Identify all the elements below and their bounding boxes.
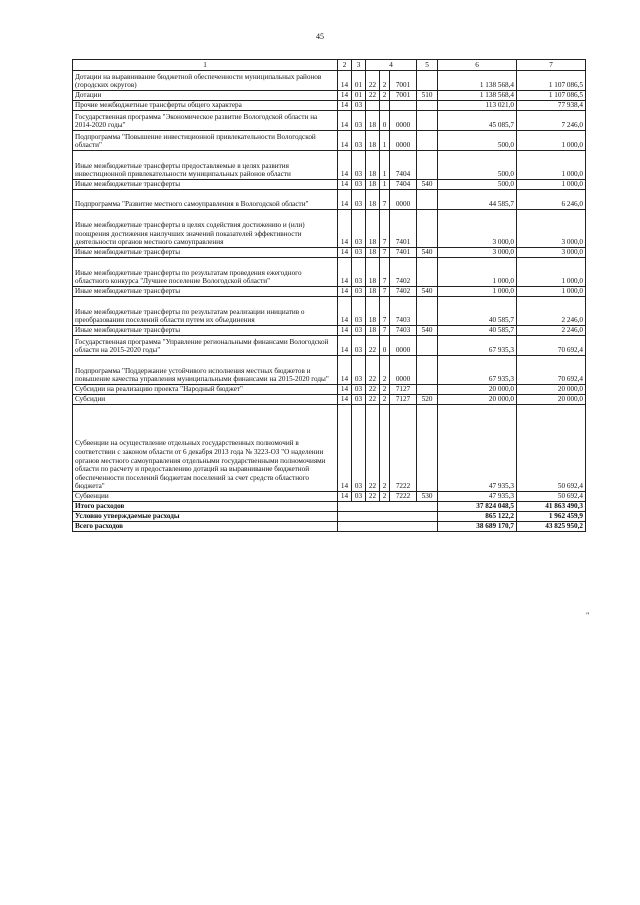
row-amount-col6: 67 935,3 — [438, 336, 517, 356]
row-subsection: 03 — [352, 151, 366, 180]
row-amount-col7: 1 000,0 — [517, 287, 586, 297]
row-subprogram: 2 — [380, 71, 390, 91]
row-name: Иные межбюджетные трансферты — [73, 248, 338, 258]
row-subprogram: 2 — [380, 385, 390, 395]
row-expense-type — [417, 297, 438, 326]
row-expense-type — [417, 131, 438, 151]
row-subsection: 01 — [352, 91, 366, 101]
row-expense-type — [417, 71, 438, 91]
row-program: 22 — [366, 336, 380, 356]
row-amount-col7: 70 692,4 — [517, 336, 586, 356]
row-amount-col7: 6 246,0 — [517, 190, 586, 210]
row-subprogram — [380, 101, 390, 111]
row-direction: 7001 — [390, 91, 417, 101]
row-name: Субвенции на осуществление отдельных государственных полномочий в соответствии с законом области от 6 декабря 2013 года № 3223-ОЗ "О наделении органов местного самоуправления отдельными государственными полномочиями области по расчету и предоставлению дотаций на выравнивание бюджетной обеспеченности поселений бюджетам поселений за счет средств областного бюджета" — [73, 405, 338, 492]
row-subprogram: 2 — [380, 395, 390, 405]
row-section: 14 — [338, 131, 352, 151]
table-row — [73, 210, 586, 248]
row-direction: 0000 — [390, 336, 417, 356]
row-program: 22 — [366, 91, 380, 101]
row-program: 22 — [366, 385, 380, 395]
row-name: Иные межбюджетные трансферты в целях содействия достижению и (или) поощрения достижения наилучших значений показателей эффективности деятельности органов местного самоуправления — [73, 210, 338, 248]
row-section: 14 — [338, 111, 352, 131]
row-section: 14 — [338, 258, 352, 287]
table-row — [73, 395, 586, 405]
row-amount-col6: 40 585,7 — [438, 297, 517, 326]
row-amount-col7: 1 000,0 — [517, 151, 586, 180]
table-row — [73, 385, 586, 395]
row-program: 22 — [366, 405, 380, 492]
header-col-7: 7 — [517, 60, 586, 71]
row-expense-type — [417, 190, 438, 210]
row-amount-col7: 1 000,0 — [517, 180, 586, 190]
table-row — [73, 101, 586, 111]
total-empty-codes — [338, 512, 438, 522]
row-subprogram: 2 — [380, 492, 390, 502]
row-section: 14 — [338, 210, 352, 248]
row-section: 14 — [338, 336, 352, 356]
row-amount-col6: 3 000,0 — [438, 210, 517, 248]
total-amount-col7: 1 962 459,9 — [517, 512, 586, 522]
row-section: 14 — [338, 180, 352, 190]
row-direction — [390, 101, 417, 111]
row-amount-col6: 500,0 — [438, 131, 517, 151]
row-amount-col6: 67 935,3 — [438, 356, 517, 385]
row-subsection: 03 — [352, 111, 366, 131]
row-amount-col7: 1 107 086,5 — [517, 71, 586, 91]
row-amount-col6: 1 138 568,4 — [438, 71, 517, 91]
row-subprogram: 2 — [380, 91, 390, 101]
row-subprogram: 0 — [380, 111, 390, 131]
table-row — [73, 71, 586, 91]
row-expense-type: 540 — [417, 180, 438, 190]
total-row — [73, 502, 586, 512]
row-name: Подпрограмма "Развитие местного самоуправления в Вологодской области" — [73, 190, 338, 210]
row-amount-col6: 47 935,3 — [438, 405, 517, 492]
row-amount-col6: 20 000,0 — [438, 395, 517, 405]
row-name: Субсидии на реализацию проекта "Народный бюджет" — [73, 385, 338, 395]
row-program: 18 — [366, 258, 380, 287]
row-section: 14 — [338, 492, 352, 502]
row-program: 18 — [366, 151, 380, 180]
row-direction: 7402 — [390, 287, 417, 297]
row-section: 14 — [338, 297, 352, 326]
row-amount-col6: 500,0 — [438, 151, 517, 180]
row-direction: 7127 — [390, 385, 417, 395]
row-subprogram: 7 — [380, 287, 390, 297]
row-name: Иные межбюджетные трансферты по результатам реализации инициатив о преобразовании поселений области путем их объединения — [73, 297, 338, 326]
row-direction: 7401 — [390, 210, 417, 248]
row-amount-col7: 1 000,0 — [517, 258, 586, 287]
table-body — [73, 60, 586, 532]
row-expense-type — [417, 336, 438, 356]
total-label: Всего расходов — [73, 522, 338, 532]
row-amount-col7: 7 246,0 — [517, 111, 586, 131]
table-row — [73, 111, 586, 131]
row-name: Государственная программа "Экономическое развитие Вологодской области на 2014-2020 годы" — [73, 111, 338, 131]
total-label: Условно утверждаемые расходы — [73, 512, 338, 522]
row-name: Дотации на выравнивание бюджетной обеспеченности муниципальных районов (городских округов) — [73, 71, 338, 91]
row-program: 18 — [366, 180, 380, 190]
table-row — [73, 405, 586, 492]
row-subsection: 03 — [352, 101, 366, 111]
row-direction: 7403 — [390, 326, 417, 336]
budget-expenditure-table — [72, 59, 586, 532]
row-amount-col6: 500,0 — [438, 180, 517, 190]
row-program: 18 — [366, 190, 380, 210]
row-subprogram: 1 — [380, 151, 390, 180]
row-expense-type — [417, 385, 438, 395]
row-name: Иные межбюджетные трансферты по результатам проведения ежегодного областного конкурса "Лучшее поселение Вологодской области" — [73, 258, 338, 287]
total-amount-col6: 38 689 170,7 — [438, 522, 517, 532]
table-row — [73, 287, 586, 297]
row-section: 14 — [338, 151, 352, 180]
row-expense-type: 530 — [417, 492, 438, 502]
row-amount-col6: 1 138 568,4 — [438, 91, 517, 101]
table-row — [73, 326, 586, 336]
row-subprogram: 7 — [380, 258, 390, 287]
row-name: Подпрограмма "Поддержание устойчивого исполнения местных бюджетов и повышение качества управления муниципальными финансами на 2015-2020 годы" — [73, 356, 338, 385]
row-amount-col7: 20 000,0 — [517, 385, 586, 395]
row-amount-col7: 1 107 086,5 — [517, 91, 586, 101]
row-amount-col6: 1 000,0 — [438, 287, 517, 297]
row-expense-type — [417, 101, 438, 111]
row-amount-col7: 3 000,0 — [517, 248, 586, 258]
row-subsection: 03 — [352, 405, 366, 492]
row-subsection: 03 — [352, 356, 366, 385]
row-amount-col7: 3 000,0 — [517, 210, 586, 248]
row-name: Прочие межбюджетные трансферты общего характера — [73, 101, 338, 111]
row-direction: 7404 — [390, 180, 417, 190]
row-amount-col7: 50 692,4 — [517, 405, 586, 492]
total-label: Итого расходов — [73, 502, 338, 512]
row-section: 14 — [338, 356, 352, 385]
row-direction: 7127 — [390, 395, 417, 405]
row-direction: 7001 — [390, 71, 417, 91]
row-section: 14 — [338, 91, 352, 101]
row-program: 18 — [366, 131, 380, 151]
table-row — [73, 492, 586, 502]
row-subprogram: 2 — [380, 405, 390, 492]
row-section: 14 — [338, 405, 352, 492]
row-program: 18 — [366, 210, 380, 248]
row-subsection: 03 — [352, 180, 366, 190]
row-amount-col7: 2 246,0 — [517, 297, 586, 326]
row-subprogram: 1 — [380, 180, 390, 190]
row-subsection: 03 — [352, 210, 366, 248]
row-subsection: 03 — [352, 395, 366, 405]
table-row — [73, 258, 586, 287]
row-amount-col7: 20 000,0 — [517, 395, 586, 405]
row-subsection: 03 — [352, 248, 366, 258]
row-name: Государственная программа "Управление региональными финансами Вологодской области на 2015-2020 годы" — [73, 336, 338, 356]
row-subprogram: 7 — [380, 190, 390, 210]
row-direction: 7401 — [390, 248, 417, 258]
row-subprogram: 0 — [380, 336, 390, 356]
header-col-3: 3 — [352, 60, 366, 71]
row-expense-type — [417, 210, 438, 248]
table-row — [73, 190, 586, 210]
row-amount-col7: 50 692,4 — [517, 492, 586, 502]
total-empty-codes — [338, 502, 438, 512]
table-row — [73, 248, 586, 258]
row-subsection: 03 — [352, 385, 366, 395]
row-subsection: 03 — [352, 258, 366, 287]
header-col-4: 4 — [366, 60, 417, 71]
row-subsection: 03 — [352, 190, 366, 210]
row-expense-type — [417, 258, 438, 287]
row-program: 22 — [366, 356, 380, 385]
row-expense-type: 510 — [417, 91, 438, 101]
row-amount-col7: 77 938,4 — [517, 101, 586, 111]
row-direction: 0000 — [390, 111, 417, 131]
row-amount-col6: 45 085,7 — [438, 111, 517, 131]
row-amount-col7: 2 246,0 — [517, 326, 586, 336]
row-direction: 7402 — [390, 258, 417, 287]
row-direction: 0000 — [390, 356, 417, 385]
row-direction: 7222 — [390, 492, 417, 502]
row-subprogram: 7 — [380, 210, 390, 248]
row-subsection: 03 — [352, 336, 366, 356]
row-program: 22 — [366, 395, 380, 405]
table-row — [73, 180, 586, 190]
row-subsection: 03 — [352, 492, 366, 502]
row-name: Иные межбюджетные трансферты предоставляемые в целях развития инвестиционной привлекательности муниципальных районов области — [73, 151, 338, 180]
header-col-6: 6 — [438, 60, 517, 71]
table-row — [73, 131, 586, 151]
row-subprogram: 2 — [380, 356, 390, 385]
row-name: Иные межбюджетные трансферты — [73, 287, 338, 297]
table-row — [73, 151, 586, 180]
row-program: 18 — [366, 287, 380, 297]
table-row — [73, 91, 586, 101]
row-subprogram: 7 — [380, 326, 390, 336]
row-direction: 0000 — [390, 190, 417, 210]
row-direction: 7403 — [390, 297, 417, 326]
row-subsection: 03 — [352, 287, 366, 297]
row-direction: 7222 — [390, 405, 417, 492]
row-name: Иные межбюджетные трансферты — [73, 326, 338, 336]
row-program: 22 — [366, 492, 380, 502]
header-col-5: 5 — [417, 60, 438, 71]
total-row — [73, 512, 586, 522]
row-subsection: 03 — [352, 297, 366, 326]
row-expense-type — [417, 405, 438, 492]
row-subprogram: 1 — [380, 131, 390, 151]
row-section: 14 — [338, 101, 352, 111]
row-name: Подпрограмма "Повышение инвестиционной привлекательности Вологодской области" — [73, 131, 338, 151]
table-header-row — [73, 60, 586, 71]
row-section: 14 — [338, 385, 352, 395]
row-name: Субвенции — [73, 492, 338, 502]
row-expense-type: 540 — [417, 248, 438, 258]
total-amount-col6: 37 824 048,5 — [438, 502, 517, 512]
row-amount-col6: 47 935,3 — [438, 492, 517, 502]
header-col-1: 1 — [73, 60, 338, 71]
row-expense-type — [417, 111, 438, 131]
row-subsection: 03 — [352, 326, 366, 336]
row-section: 14 — [338, 287, 352, 297]
row-name: Дотации — [73, 91, 338, 101]
total-amount-col7: 41 863 490,3 — [517, 502, 586, 512]
row-name: Иные межбюджетные трансферты — [73, 180, 338, 190]
row-section: 14 — [338, 248, 352, 258]
row-expense-type — [417, 151, 438, 180]
row-direction: 0000 — [390, 131, 417, 151]
row-program: 18 — [366, 326, 380, 336]
page-number: 45 — [316, 32, 324, 41]
row-section: 14 — [338, 71, 352, 91]
row-program: 18 — [366, 248, 380, 258]
table-row — [73, 356, 586, 385]
row-program: 22 — [366, 71, 380, 91]
row-amount-col6: 113 021,0 — [438, 101, 517, 111]
row-amount-col6: 40 585,7 — [438, 326, 517, 336]
table-row — [73, 336, 586, 356]
total-row — [73, 522, 586, 532]
row-subprogram: 7 — [380, 248, 390, 258]
row-amount-col6: 3 000,0 — [438, 248, 517, 258]
row-expense-type: 520 — [417, 395, 438, 405]
closing-quote: " — [586, 611, 590, 620]
row-direction: 7404 — [390, 151, 417, 180]
row-amount-col6: 1 000,0 — [438, 258, 517, 287]
row-subsection: 03 — [352, 131, 366, 151]
row-expense-type: 540 — [417, 287, 438, 297]
row-amount-col6: 44 585,7 — [438, 190, 517, 210]
row-program — [366, 101, 380, 111]
total-amount-col7: 43 825 950,2 — [517, 522, 586, 532]
row-subprogram: 7 — [380, 297, 390, 326]
header-col-2: 2 — [338, 60, 352, 71]
row-amount-col7: 70 692,4 — [517, 356, 586, 385]
row-section: 14 — [338, 326, 352, 336]
row-expense-type: 540 — [417, 326, 438, 336]
row-amount-col6: 20 000,0 — [438, 385, 517, 395]
row-subsection: 01 — [352, 71, 366, 91]
total-empty-codes — [338, 522, 438, 532]
row-section: 14 — [338, 190, 352, 210]
row-program: 18 — [366, 111, 380, 131]
total-amount-col6: 865 122,2 — [438, 512, 517, 522]
row-name: Субсидии — [73, 395, 338, 405]
row-amount-col7: 1 000,0 — [517, 131, 586, 151]
row-expense-type — [417, 356, 438, 385]
row-section: 14 — [338, 395, 352, 405]
row-program: 18 — [366, 297, 380, 326]
table-row — [73, 297, 586, 326]
